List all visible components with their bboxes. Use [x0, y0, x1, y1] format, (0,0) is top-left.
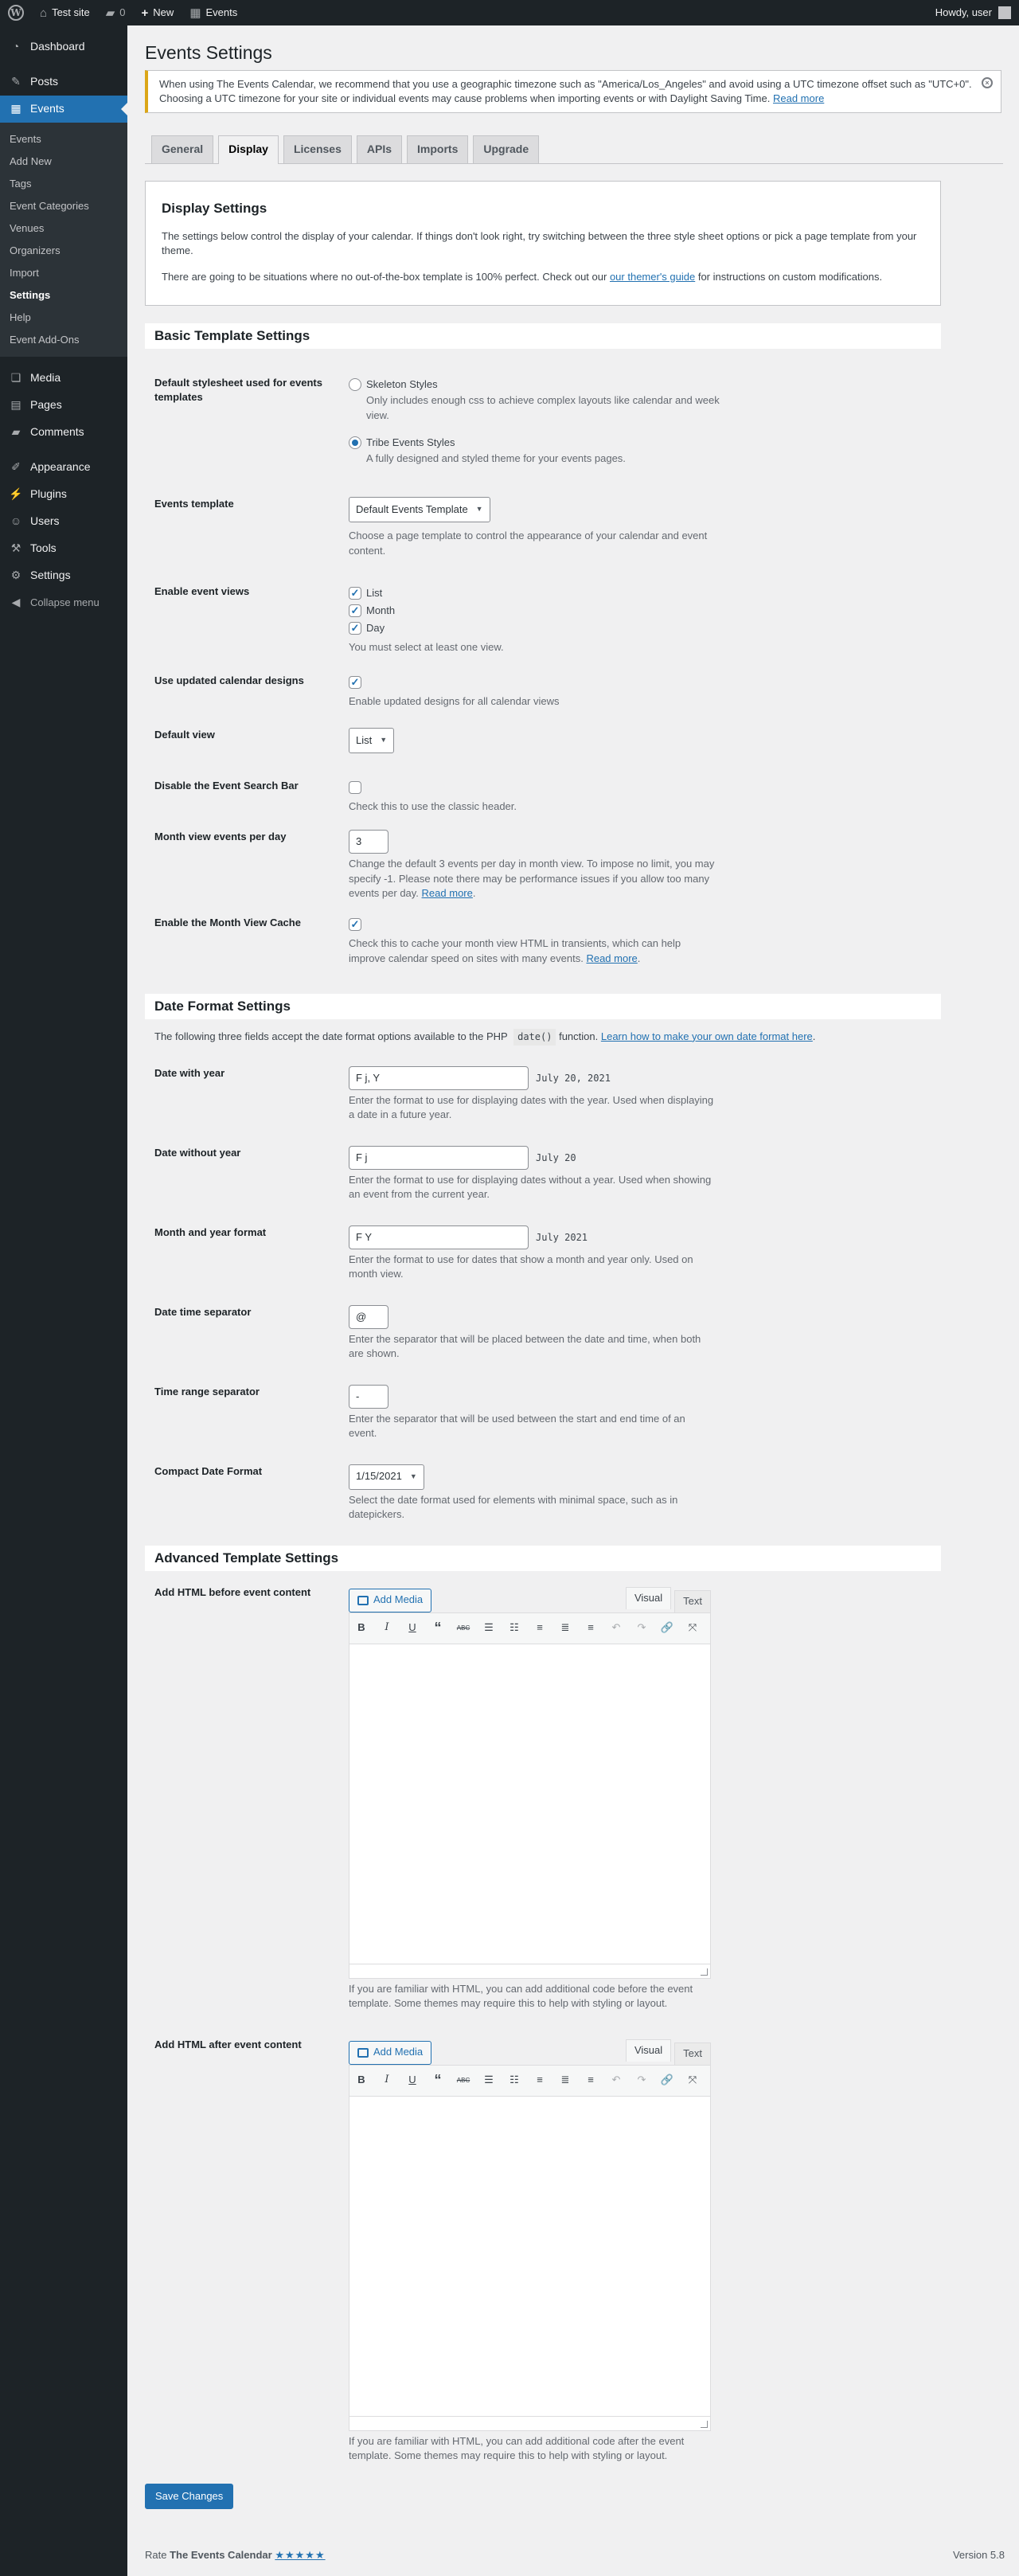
comment-icon: ▰: [105, 6, 115, 20]
blockquote-icon[interactable]: “: [434, 1619, 442, 1636]
html-before-row: Add HTML before event content Add Media Visual Text B I U “ ABC ☰ ☷ ≡ ≣ ≡ ↶ ↷ 🔗 ⤧ If you are familiar with HTML, you can add additional code before the event template. Some themes may require this to help with styling or layout.: [145, 1579, 1005, 2031]
date-without-year-input[interactable]: F j: [349, 1146, 529, 1170]
skeleton-styles-radio[interactable]: Skeleton Styles: [349, 376, 995, 393]
month-events-row: Month view events per day 3 Change the default 3 events per day in month view. To impose no limit, you may specify -1. Please note there may be performance issues if you allow too many events per day. Read more.: [154, 830, 715, 900]
events-template-row: Events template Default Events Template ▼ Choose a page template to control the appearance of your calendar and event content.: [154, 497, 708, 557]
month-cache-checkbox[interactable]: [349, 916, 995, 933]
media-icon: [357, 2048, 369, 2058]
notice-read-more-link[interactable]: Read more: [772, 92, 825, 105]
pages-icon: ▤: [10, 398, 21, 412]
checkmark-icon: ✓: [349, 622, 361, 635]
strikethrough-icon[interactable]: ABC: [456, 1624, 470, 1632]
chevron-down-icon: ▼: [380, 736, 388, 745]
admin-bar: [0, 0, 1019, 25]
strikethrough-icon[interactable]: ABC: [456, 2076, 470, 2084]
bullet-list-icon[interactable]: ☰: [484, 1621, 494, 1634]
checkmark-icon: ✓: [349, 676, 361, 689]
collapse-icon: ◀: [11, 596, 21, 609]
month-events-input[interactable]: 3: [349, 830, 388, 854]
time-range-separator-row: Time range separator - Enter the separator that will be used between the start and end time of an event.: [154, 1385, 685, 1440]
visual-tab-after[interactable]: Visual: [626, 2039, 671, 2062]
menu-users[interactable]: ☺ Users: [0, 508, 127, 535]
underline-icon[interactable]: U: [408, 2074, 416, 2086]
numbered-list-icon[interactable]: ☷: [510, 1621, 519, 1634]
tab-general[interactable]: General: [151, 135, 213, 163]
fullscreen-icon[interactable]: ⤧: [688, 1621, 697, 1634]
date-with-year-preview: July 20, 2021: [532, 1070, 615, 1087]
date-with-year-row: Date with year F j, Y July 20, 2021 Enter the format to use for displaying dates with the year. Used when displaying a date in a future year.: [154, 1066, 714, 1121]
compact-date-select[interactable]: 1/15/2021 ▼: [349, 1464, 424, 1490]
submenu-event-categories[interactable]: Event Categories: [10, 200, 89, 212]
user-icon: ☺: [10, 514, 22, 528]
checkmark-icon: ✓: [349, 918, 361, 931]
wp-logo-menu[interactable]: [0, 0, 32, 25]
month-cache-row: Enable the Month View Cache ✓ Check this to cache your month view HTML in transients, which can help improve calendar speed on sites with many events. Read more.: [145, 909, 1005, 973]
intro-title: Display Settings: [162, 201, 267, 217]
timezone-notice: When using The Events Calendar, we recommend that you use a geographic timezone such as "America/Los_Angeles" and avoid using a UTC timezone offset such as "UTC+0". Choosing a UTC timezone for your site or individual events may cause problems when importing events or with Daylight Saving Time. Read more ×: [145, 70, 1001, 113]
menu-tools[interactable]: ⚒ Tools: [0, 535, 127, 562]
date-format-heading: Date Format Settings: [145, 994, 941, 1019]
media-icon: ❏: [10, 371, 21, 385]
stylesheet-row: Default stylesheet used for events templates Skeleton Styles Only includes enough css to achieve complex layouts like calendar and week view. Tribe Events Styles A fully designed and styled theme for your events pages.: [145, 376, 1005, 475]
blockquote-icon[interactable]: “: [434, 2071, 442, 2088]
brush-icon: ✐: [11, 460, 21, 474]
time-range-separator-input[interactable]: -: [349, 1385, 388, 1409]
plus-icon: +: [141, 6, 149, 20]
compact-date-row: Compact Date Format 1/15/2021 ▼ Select the date format used for elements with minimal space, such as in datepickers.: [154, 1464, 678, 1521]
align-center-icon[interactable]: ≣: [560, 2074, 570, 2086]
text-tab-after[interactable]: Text: [674, 2042, 711, 2065]
pin-icon: ✎: [11, 75, 21, 88]
menu-settings[interactable]: ⚙ Settings: [0, 562, 127, 589]
submenu-events[interactable]: Events: [10, 133, 41, 145]
submenu-import[interactable]: Import: [10, 267, 39, 279]
submenu-organizers[interactable]: Organizers: [10, 244, 61, 256]
default-view-row: Default view List ▼: [145, 721, 1005, 772]
version-label: Version 5.8: [952, 2549, 1005, 2561]
redo-icon[interactable]: ↷: [637, 1621, 646, 1634]
tab-apis[interactable]: APIs: [357, 135, 402, 163]
radio-selected-icon: [349, 436, 361, 449]
date-time-separator-input[interactable]: @: [349, 1305, 388, 1329]
account-menu[interactable]: Howdy, user: [935, 6, 1019, 20]
editor-body-after[interactable]: [349, 2097, 711, 2431]
comments-link[interactable]: ▰ 0: [105, 6, 126, 20]
align-right-icon[interactable]: ≡: [588, 1621, 594, 1634]
italic-icon[interactable]: I: [385, 1621, 389, 1634]
month-year-row: Month and year format F Y July 2021 Enter the format to use for dates that show a month and year only. Used on month view.: [154, 1225, 693, 1280]
text-tab-before[interactable]: Text: [674, 1590, 711, 1612]
date-time-separator-row: Date time separator @ Enter the separator that will be placed between the date and time, when both are shown.: [154, 1305, 701, 1360]
media-icon: [357, 1596, 369, 1605]
submenu-venues[interactable]: Venues: [10, 222, 45, 234]
html-after-row: Add HTML after event content Add Media Visual Text B I U “ ABC ☰ ☷ ≡ ≣ ≡ ↶ ↷ 🔗 ⤧ If you are familiar with HTML, you can add additional code after the event template. Some themes may require this to help with styling or layout.: [145, 2031, 1005, 2484]
events-template-select[interactable]: Default Events Template ▼: [349, 497, 490, 522]
admin-sidebar: [0, 25, 127, 2576]
menu-appearance[interactable]: ✐ Appearance: [0, 454, 127, 481]
tab-imports[interactable]: Imports: [407, 135, 468, 163]
checkmark-icon: ✓: [349, 587, 361, 600]
tab-upgrade[interactable]: Upgrade: [473, 135, 539, 163]
align-left-icon[interactable]: ≡: [537, 1621, 543, 1634]
align-right-icon[interactable]: ≡: [588, 2074, 594, 2086]
calendar-icon: ▦: [189, 6, 201, 20]
menu-events[interactable]: ▦ Events: [0, 96, 127, 123]
event-views-row: Enable event views ✓ List ✓ Month ✓ Day You must select at least one view.: [145, 578, 1005, 667]
plugin-icon: ⚡: [9, 487, 23, 501]
updated-designs-checkbox[interactable]: [349, 674, 995, 691]
menu-comments[interactable]: ▰ Comments: [0, 419, 127, 446]
radio-icon: [349, 378, 361, 391]
submenu-tags[interactable]: Tags: [10, 178, 32, 190]
align-center-icon[interactable]: ≣: [560, 1621, 570, 1634]
redo-icon[interactable]: ↷: [637, 2074, 646, 2086]
advanced-template-heading: Advanced Template Settings: [145, 1546, 941, 1571]
submenu-event-add-ons[interactable]: Event Add-Ons: [10, 334, 80, 346]
settings-tabs: [145, 135, 1003, 164]
align-left-icon[interactable]: ≡: [537, 2074, 543, 2086]
dashboard-icon: ◔: [12, 40, 20, 53]
submenu-help[interactable]: Help: [10, 311, 31, 323]
basic-template-heading: Basic Template Settings: [145, 323, 941, 349]
display-settings-intro: Display Settings The settings below control the display of your calendar. If things don't look right, try switching between the three style sheet options or pick a page template from your theme. There are going to be situations where no out-of-the-box template is 100% perfect. Check out our our themer's guide for instructions on custom modifications.: [145, 181, 941, 305]
chevron-down-icon: ▼: [409, 1472, 417, 1481]
link-icon[interactable]: 🔗: [660, 1621, 674, 1634]
themers-guide-link[interactable]: our themer's guide: [609, 270, 696, 283]
resize-handle[interactable]: [349, 1964, 710, 1978]
date-with-year-input[interactable]: F j, Y: [349, 1066, 529, 1090]
default-view-select[interactable]: List ▼: [349, 728, 394, 753]
view-list-checkbox[interactable]: ✓ List: [349, 584, 995, 602]
bold-icon[interactable]: B: [357, 2074, 365, 2086]
avatar: [998, 6, 1011, 19]
wordpress-icon: W: [8, 5, 24, 21]
italic-icon[interactable]: I: [385, 2074, 389, 2086]
resize-handle[interactable]: [349, 2416, 710, 2430]
editor-toolbar-before: [349, 1612, 711, 1644]
undo-icon[interactable]: ↶: [611, 1621, 621, 1634]
month-year-preview: July 2021: [532, 1229, 591, 1246]
home-icon: ⌂: [40, 6, 48, 20]
add-media-button-before[interactable]: Add Media: [349, 1589, 431, 1612]
submenu-settings[interactable]: Settings: [10, 289, 51, 301]
comment-icon: ▰: [11, 425, 21, 439]
tab-display[interactable]: Display: [218, 135, 279, 164]
underline-icon[interactable]: U: [408, 1621, 416, 1634]
menu-dashboard[interactable]: ◔ Dashboard: [0, 33, 127, 61]
menu-media[interactable]: ❏ Media: [0, 365, 127, 392]
month-cache-read-more-link[interactable]: Read more: [586, 952, 638, 964]
checkmark-icon: ✓: [349, 604, 361, 617]
menu-posts[interactable]: ✎ Posts: [0, 68, 127, 96]
disable-search-bar-checkbox[interactable]: [349, 779, 995, 796]
admin-footer: Rate The Events Calendar ★★★★★ Version 5.8: [145, 2548, 1005, 2562]
date-without-year-row: Date without year F j July 20 Enter the format to use for displaying dates without a year. Used when showing an event from the current year.: [154, 1146, 712, 1201]
wrench-icon: ⚒: [10, 541, 21, 555]
calendar-icon: ▦: [10, 102, 21, 115]
menu-plugins[interactable]: ⚡ Plugins: [0, 481, 127, 508]
editor-toolbar-after: [349, 2065, 711, 2097]
fullscreen-icon[interactable]: ⤧: [688, 2074, 697, 2086]
undo-icon[interactable]: ↶: [611, 2074, 621, 2086]
collapse-menu-button[interactable]: ◀ Collapse menu: [0, 589, 127, 616]
month-year-input[interactable]: F Y: [349, 1225, 529, 1249]
date-format-help-link[interactable]: Learn how to make your own date format here: [600, 1030, 813, 1042]
chevron-down-icon: ▼: [475, 505, 483, 514]
submenu-add-new[interactable]: Add New: [10, 155, 52, 167]
tab-licenses[interactable]: Licenses: [283, 135, 352, 163]
link-icon[interactable]: 🔗: [660, 2074, 674, 2086]
events-bar-link[interactable]: ▦ Events: [189, 6, 238, 20]
bullet-list-icon[interactable]: ☰: [484, 2074, 494, 2086]
save-changes-button[interactable]: Save Changes: [145, 2484, 233, 2509]
rate-stars-link[interactable]: ★★★★★: [275, 2549, 326, 2561]
bold-icon[interactable]: B: [357, 1621, 365, 1634]
site-name-link[interactable]: ⌂ Test site: [40, 6, 90, 20]
numbered-list-icon[interactable]: ☷: [510, 2074, 519, 2086]
visual-tab-before[interactable]: Visual: [626, 1587, 671, 1609]
view-day-checkbox[interactable]: ✓ Day: [349, 620, 995, 637]
events-submenu: [0, 123, 127, 357]
main-content: [145, 25, 1005, 2509]
new-content-link[interactable]: + New: [141, 6, 174, 20]
tribe-styles-radio[interactable]: Tribe Events Styles: [349, 434, 995, 451]
menu-pages[interactable]: ▤ Pages: [0, 392, 127, 419]
page-title: Events Settings: [145, 42, 272, 63]
dismiss-icon[interactable]: ×: [982, 77, 993, 88]
view-month-checkbox[interactable]: ✓ Month: [349, 602, 995, 620]
search-bar-row: Disable the Event Search Bar Check this to use the classic header.: [145, 772, 1005, 823]
settings-icon: ⚙: [10, 569, 21, 582]
date-format-intro: The following three fields accept the date format options available to the PHP date() function. Learn how to make your own date format here.: [145, 1019, 1005, 1046]
date-without-year-preview: July 20: [532, 1150, 580, 1167]
updated-designs-row: Use updated calendar designs ✓ Enable updated designs for all calendar views: [145, 667, 1005, 721]
month-events-read-more-link[interactable]: Read more: [421, 887, 473, 900]
editor-body-before[interactable]: [349, 1644, 711, 1979]
add-media-button-after[interactable]: Add Media: [349, 2041, 431, 2065]
